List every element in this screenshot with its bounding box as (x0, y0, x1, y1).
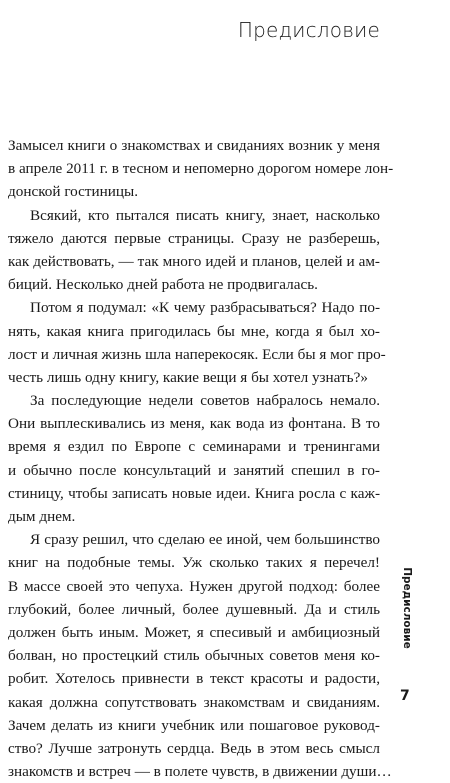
side-running-head (399, 552, 415, 664)
text-line: и обычно после консультаций и занятий спешил в го- (8, 461, 380, 479)
page-number: 7 (400, 688, 410, 704)
text-line: в апреле 2011 г. в тесном и непомерно дорогом номере лон- (8, 160, 394, 178)
text-line: болван, но простецкий стиль обычных советов меня ко- (8, 647, 380, 665)
chapter-title: Предисловие (237, 18, 380, 42)
text-line: Замысел книги о знакомствах и свиданиях возник у меня (8, 137, 380, 154)
text-line: ство? Лучше затронуть сердца. Ведь в этом весь смысл (8, 739, 380, 757)
text-line: книг на подобные темы. Уж сколько таких я перечел! (8, 554, 380, 572)
text-line: стиницу, чтобы записать новые идеи. Книга росла с каж- (8, 484, 380, 502)
text-line: какая должна сопутствовать знакомствам и свиданиям. (8, 693, 380, 711)
text-line: Зачем делать из книги учебник или пошаговое руковод- (8, 716, 380, 734)
text-line: честь лишь одну книгу, какие вещи я бы хотел узнать?» (8, 368, 368, 386)
text-line: Всякий, кто пытался писать книгу, знает, насколько (30, 206, 380, 224)
text-line: В массе своей это чепуха. Нужен другой подход: более (8, 577, 380, 595)
text-line: лост и личная жизнь шла наперекосяк. Если бы я мог про- (8, 345, 386, 363)
text-line: биций. Несколько дней работа не продвигалась. (8, 276, 318, 294)
body-text (8, 134, 394, 783)
text-line: как действовать, — так много идей и планов, целей и ам- (8, 252, 380, 270)
text-line: Я сразу решил, что сделаю ее иной, чем большинство (30, 531, 380, 549)
text-line: робит. Хотелось привнести в текст красоты и радости, (8, 670, 380, 688)
text-line: Они выплескивались из меня, как вода из фонтана. В то (8, 415, 380, 433)
text-line: глубокий, более личный, более душевный. Да и стиль (8, 600, 380, 618)
text-line: За последующие недели советов набралось немало. (30, 392, 380, 410)
text-line: Потом я подумал: «К чему разбрасываться? Надо по- (30, 299, 380, 317)
text-line: должен быть иным. Может, я спесивый и амбициозный (8, 623, 380, 641)
text-line: дым днем. (8, 508, 76, 525)
text-line: донской гостиницы. (8, 183, 139, 201)
text-line: время я ездил по Европе с семинарами и тренингами (8, 438, 380, 456)
text-line: знакомств и встреч — в полете чувств, в движении души… (8, 763, 392, 781)
text-line: нять, какая книга пригодилась бы мне, когда я был хо- (8, 322, 380, 340)
side-running-head-label: Предисловие (401, 567, 413, 649)
text-line: тяжело даются первые страницы. Сразу не разберешь, (8, 229, 380, 247)
